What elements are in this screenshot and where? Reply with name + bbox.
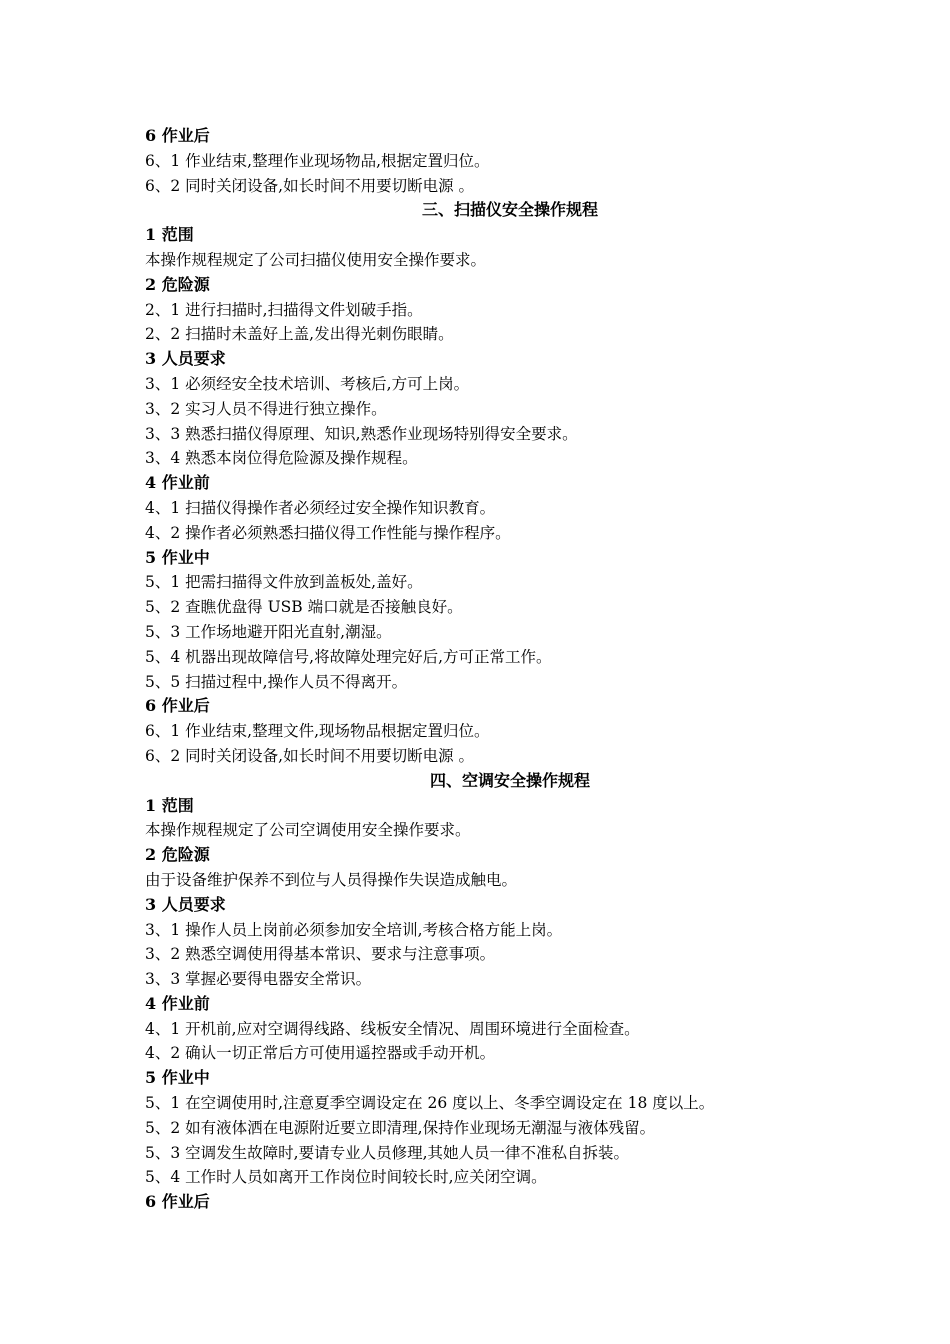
paragraph-line: 3、3 熟悉扫描仪得原理、知识,熟悉作业现场特别得安全要求。 bbox=[145, 424, 578, 443]
paragraph-line: 4、1 开机前,应对空调得线路、线板安全情况、周围环境进行全面检查。 bbox=[145, 1019, 640, 1038]
paragraph-line: 6、1 作业结束,整理作业现场物品,根据定置归位。 bbox=[145, 151, 490, 170]
paragraph-line: 3、3 掌握必要得电器安全常识。 bbox=[145, 970, 372, 989]
paragraph-line: 2、2 扫描时未盖好上盖,发出得光刺伤眼睛。 bbox=[145, 325, 454, 344]
paragraph-line: 5、1 把需扫描得文件放到盖板处,盖好。 bbox=[145, 573, 423, 592]
paragraph-line: 5、2 查瞧优盘得 USB 端口就是否接触良好。 bbox=[145, 598, 463, 617]
paragraph-line: 5、5 扫描过程中,操作人员不得离开。 bbox=[145, 672, 408, 691]
section-heading: 6 作业后 bbox=[145, 1192, 210, 1212]
section-heading: 4 作业前 bbox=[145, 993, 210, 1013]
document-title: 四、空调安全操作规程 bbox=[429, 770, 590, 790]
section-heading: 2 危险源 bbox=[145, 845, 210, 865]
paragraph-line: 6、1 作业结束,整理文件,现场物品根据定置归位。 bbox=[145, 722, 490, 741]
document-body bbox=[145, 124, 835, 1215]
section-heading: 6 作业后 bbox=[145, 696, 210, 716]
document-title: 三、扫描仪安全操作规程 bbox=[421, 200, 598, 220]
paragraph-line: 5、2 如有液体洒在电源附近要立即清理,保持作业现场无潮湿与液体残留。 bbox=[145, 1118, 656, 1137]
paragraph-line: 4、2 操作者必须熟悉扫描仪得工作性能与操作程序。 bbox=[145, 523, 511, 542]
paragraph-line: 6、2 同时关闭设备,如长时间不用要切断电源 。 bbox=[145, 746, 475, 765]
section-heading: 5 作业中 bbox=[145, 547, 210, 567]
paragraph-line: 5、4 工作时人员如离开工作岗位时间较长时,应关闭空调。 bbox=[145, 1168, 547, 1187]
section-heading: 1 范围 bbox=[145, 225, 194, 245]
section-heading: 4 作业前 bbox=[145, 473, 210, 493]
paragraph-line: 4、1 扫描仪得操作者必须经过安全操作知识教育。 bbox=[145, 498, 496, 517]
paragraph-line: 5、4 机器出现故障信号,将故障处理完好后,方可正常工作。 bbox=[145, 647, 552, 666]
paragraph-line: 4、2 确认一切正常后方可使用遥控器或手动开机。 bbox=[145, 1044, 496, 1063]
paragraph-line: 6、2 同时关闭设备,如长时间不用要切断电源 。 bbox=[145, 176, 475, 195]
paragraph-line: 3、2 熟悉空调使用得基本常识、要求与注意事项。 bbox=[145, 945, 496, 964]
paragraph-line: 5、3 空调发生故障时,要请专业人员修理,其她人员一律不准私自拆装。 bbox=[145, 1143, 630, 1162]
paragraph-line: 5、3 工作场地避开阳光直射,潮湿。 bbox=[145, 622, 392, 641]
paragraph-line: 由于设备维护保养不到位与人员得操作失误造成触电。 bbox=[145, 870, 518, 889]
paragraph-line: 3、4 熟悉本岗位得危险源及操作规程。 bbox=[145, 449, 418, 468]
paragraph-line: 5、1 在空调使用时,注意夏季空调设定在 26 度以上、冬季空调设定在 18 度以上。 bbox=[145, 1094, 715, 1113]
paragraph-line: 3、2 实习人员不得进行独立操作。 bbox=[145, 399, 387, 418]
section-heading: 5 作业中 bbox=[145, 1068, 210, 1088]
paragraph-line: 3、1 必须经安全技术培训、考核后,方可上岗。 bbox=[145, 374, 470, 393]
section-heading: 2 危险源 bbox=[145, 274, 210, 294]
paragraph-line: 本操作规程规定了公司扫描仪使用安全操作要求。 bbox=[145, 250, 487, 269]
paragraph-line: 2、1 进行扫描时,扫描得文件划破手指。 bbox=[145, 300, 423, 319]
paragraph-line: 本操作规程规定了公司空调使用安全操作要求。 bbox=[145, 821, 471, 840]
section-heading: 1 范围 bbox=[145, 795, 194, 815]
paragraph-line: 3、1 操作人员上岗前必须参加安全培训,考核合格方能上岗。 bbox=[145, 920, 563, 939]
section-heading: 3 人员要求 bbox=[145, 894, 226, 914]
section-heading: 3 人员要求 bbox=[145, 349, 226, 369]
section-heading: 6 作业后 bbox=[145, 126, 210, 145]
